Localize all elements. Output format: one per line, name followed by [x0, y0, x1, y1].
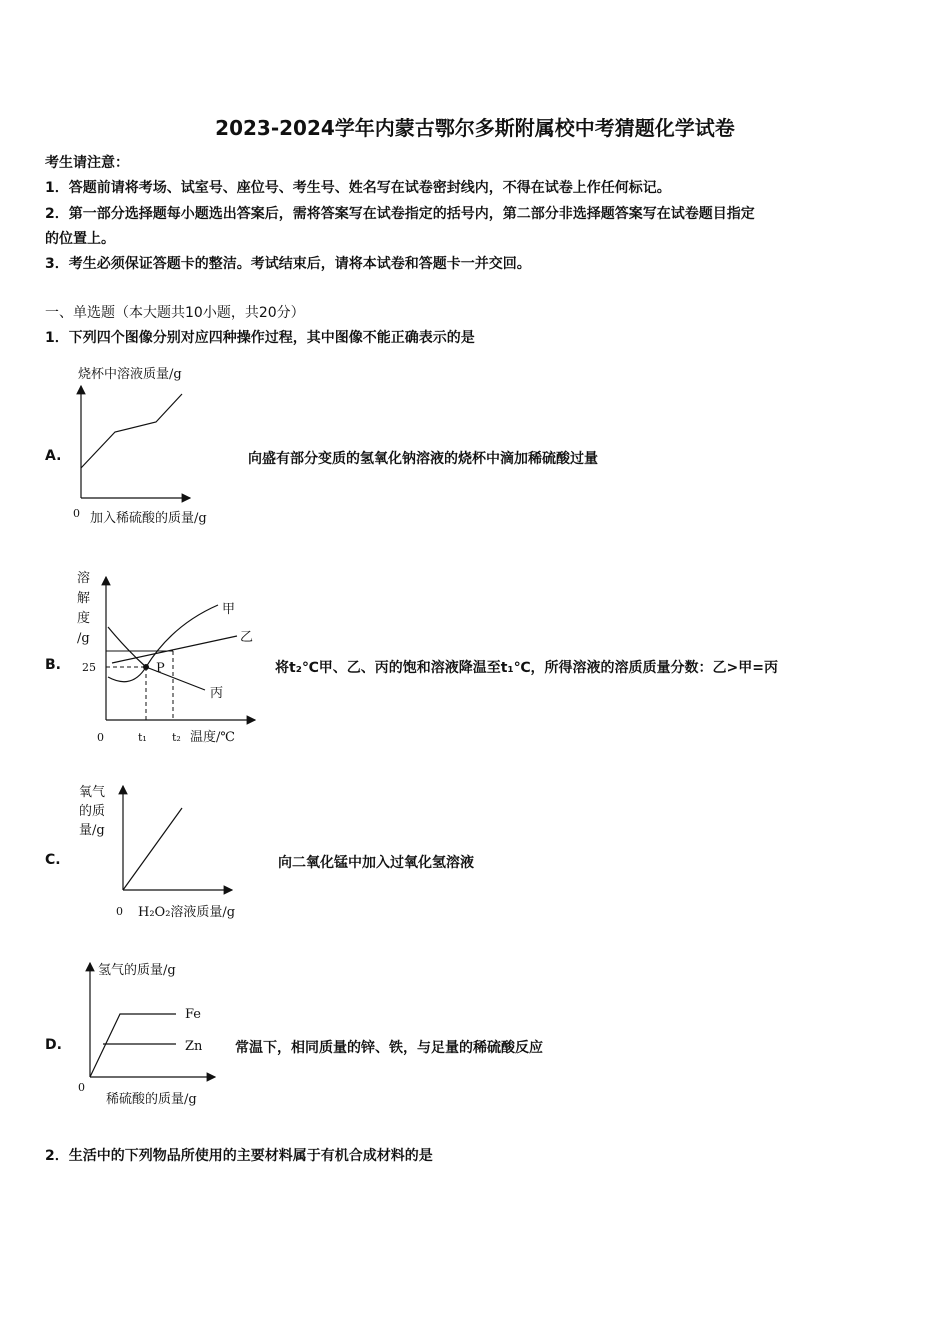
notice-item-2: 2．第一部分选择题每小题选出答案后，需将答案写在试卷指定的括号内，第二部分非选择题答案写在试卷题目指定: [45, 206, 755, 222]
option-b-ylabel-3: 度: [77, 611, 91, 626]
option-b-origin: 0: [97, 731, 104, 744]
option-d-origin: 0: [78, 1081, 85, 1094]
question-1-stem: 1．下列四个图像分别对应四种操作过程，其中图像不能正确表示的是: [45, 330, 475, 346]
section-heading: 一、单选题（本大题共10小题，共20分）: [45, 305, 305, 321]
option-b-ylabel-1: 溶: [77, 571, 91, 586]
option-b-ylabel-2: 解: [77, 591, 91, 606]
xtick-t2: t₂: [172, 731, 181, 744]
series-bing-curve: [108, 627, 205, 690]
notice-item-1: 1．答题前请将考场、试室号、座位号、考生号、姓名写在试卷密封线内，不得在试卷上作任何标记。: [45, 180, 671, 196]
point-p-label: P: [156, 661, 165, 676]
series-bing-label: 丙: [210, 686, 224, 701]
option-c-ylabel-3: 量/g: [79, 823, 105, 838]
option-b-ylabel-4: /g: [77, 631, 90, 646]
question-2-stem: 2．生活中的下列物品所使用的主要材料属于有机合成材料的是: [45, 1148, 433, 1164]
series-jia-label: 甲: [222, 602, 236, 617]
option-d-graph: [72, 955, 242, 1115]
option-b-xlabel: 温度/℃: [190, 730, 235, 745]
option-b-letter: B.: [45, 657, 61, 673]
option-a-graph: [68, 360, 258, 530]
option-a-text: 向盛有部分变质的氢氧化钠溶液的烧杯中滴加稀硫酸过量: [248, 451, 598, 467]
option-d-text: 常温下，相同质量的锌、铁，与足量的稀硫酸反应: [235, 1040, 543, 1056]
notice-heading: 考生请注意：: [45, 155, 129, 171]
point-p: [143, 664, 149, 670]
option-a-xlabel: 加入稀硫酸的质量/g: [90, 511, 207, 526]
series-fe-line: [90, 1014, 176, 1077]
option-a-origin: 0: [73, 507, 80, 520]
option-d-letter: D.: [45, 1037, 62, 1053]
notice-item-3: 3．考生必须保证答题卡的整洁。考试结束后，请将本试卷和答题卡一并交回。: [45, 256, 531, 272]
option-c-curve: [123, 808, 182, 890]
option-d-ylabel: 氢气的质量/g: [98, 963, 176, 978]
option-c-ylabel-2: 的质: [79, 804, 106, 819]
option-a-curve: [81, 394, 182, 468]
option-b-ytick: 25: [82, 661, 96, 674]
option-b-graph: [72, 565, 272, 750]
page-title: 2023-2024学年内蒙古鄂尔多斯附属校中考猜题化学试卷: [215, 116, 735, 140]
option-c-graph: [72, 778, 272, 928]
option-a-letter: A.: [45, 448, 62, 464]
option-c-text: 向二氧化锰中加入过氧化氢溶液: [278, 855, 474, 871]
notice-item-2-cont: 的位置上。: [45, 231, 115, 247]
series-zn-label: Zn: [185, 1039, 203, 1054]
option-c-ylabel-1: 氧气: [79, 785, 106, 800]
option-c-letter: C.: [45, 852, 61, 868]
option-c-origin: 0: [116, 905, 123, 918]
series-yi-label: 乙: [240, 630, 254, 645]
option-b-text: 将t₂℃甲、乙、丙的饱和溶液降温至t₁℃，所得溶液的溶质质量分数：乙>甲=丙: [275, 660, 779, 676]
xtick-t1: t₁: [138, 731, 147, 744]
series-fe-label: Fe: [185, 1007, 202, 1022]
option-a-ylabel: 烧杯中溶液质量/g: [78, 367, 182, 382]
option-d-xlabel: 稀硫酸的质量/g: [106, 1092, 197, 1107]
series-yi-curve: [112, 636, 237, 663]
option-c-xlabel: H₂O₂溶液质量/g: [138, 905, 236, 920]
